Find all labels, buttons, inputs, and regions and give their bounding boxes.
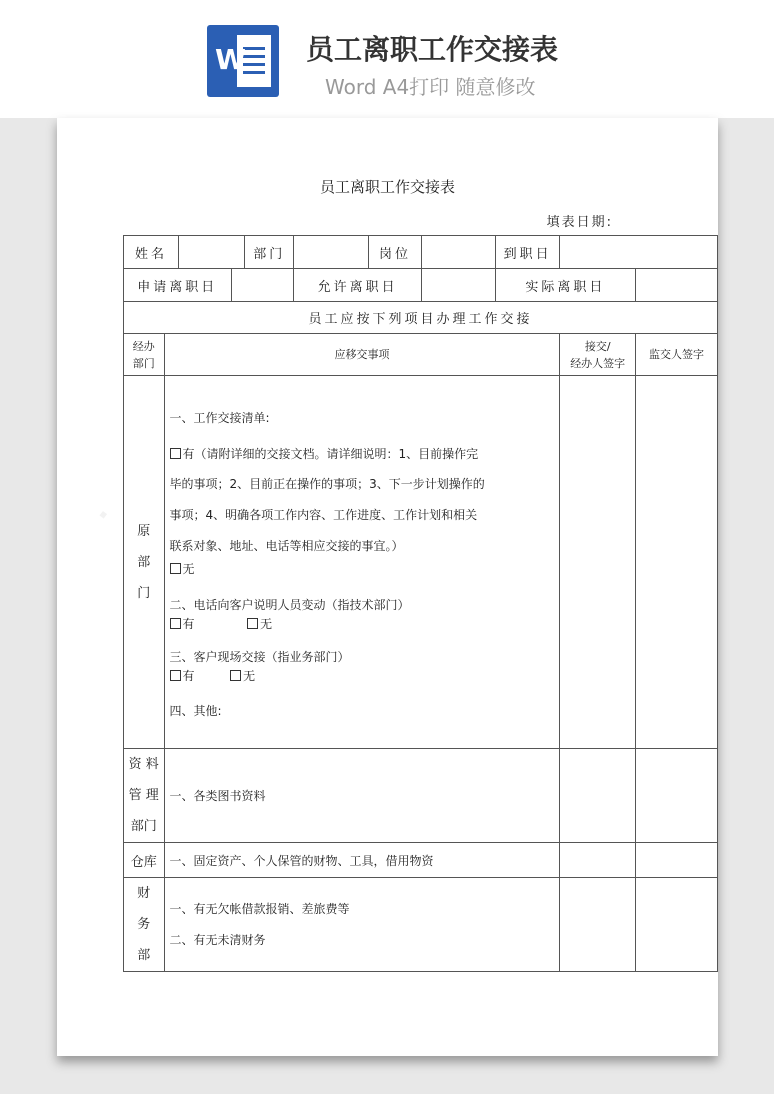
finance-supervisor-sign[interactable] [635,878,717,972]
warehouse-dept-cell: 仓库 [124,843,165,878]
orig-dept-cell [124,376,165,749]
data-mgmt-dept-line: 资 料 [128,757,159,772]
finance-dept-char: 务 [137,917,151,932]
orig-receiver-sign[interactable] [560,376,635,749]
warehouse-supervisor-sign[interactable] [635,843,717,878]
data-mgmt-dept-cell [124,749,165,843]
col-dept-header [124,334,165,376]
name-label: 姓名 [124,236,179,269]
warehouse-receiver-sign[interactable] [560,843,635,878]
col-dept-line1: 经办 [132,339,155,353]
orig-line: 三、客户现场交接（指业务部门） [169,650,350,664]
col-receiver-line1: 接交/ [584,339,611,353]
orig-line: 有（请附详细的交接文档。请详细说明：1、目前操作完 [182,447,479,461]
col-dept-line2: 部门 [132,356,155,370]
orig-dept-items [164,376,560,749]
checkbox-icon[interactable] [170,563,181,574]
orig-dept-char: 部 [137,554,151,570]
finance-items [164,878,560,972]
banner-title: 员工离职工作交接表 [306,33,559,66]
orig-line: 毕的事项；2、目前正在操作的事项；3、下一步计划操作的 [169,477,485,491]
join-date-field[interactable] [560,236,718,269]
finance-line: 一、有无欠帐借款报销、差旅费等 [169,901,350,916]
warehouse-item: 一、固定资产、个人保管的财物、工具，借用物资 [164,843,560,878]
col-receiver-line2: 经办人签字 [570,356,626,370]
orig-line: 二、电话向客户说明人员变动（指技术部门） [169,598,410,612]
col-items-header: 应移交事项 [164,334,560,376]
checkbox-icon[interactable] [230,670,241,681]
word-icon-letter: W [215,43,246,76]
checkbox-label: 有 [182,669,195,683]
orig-line: 无 [182,562,195,576]
orig-line: 事项；4、明确各项工作内容、工作进度、工作计划和相关 [169,508,478,522]
checkbox-icon[interactable] [170,448,181,459]
position-field[interactable] [422,236,496,269]
finance-line: 二、有无未清财务 [169,932,266,947]
finance-dept-cell [124,878,165,972]
word-icon [207,25,279,97]
checkbox-icon[interactable] [170,618,181,629]
section-header: 员工应按下列项目办理工作交接 [124,302,718,334]
checkbox-label: 无 [243,669,256,683]
allow-date-field[interactable] [422,269,496,302]
orig-checkbox-no[interactable] [170,562,555,576]
banner-subtitle: Word A4打印 随意修改 [325,75,536,99]
finance-dept-char: 财 [137,886,151,901]
col-supervisor-header: 监交人签字 [635,334,717,376]
document-page: · 员工离职工作交接表 填表日期: 姓名 部门 岗位 到职日 申请离职日 允许离职日 实际离职日 员工应按下列项目办理工作交接 经办 部门 应移交事项 接交/ 经办人签字 监交人签字 原 部 门 一、工作交接清单: 有（请附详细的交接文档。请详细说明：1、目前操作完 毕的事项；2、目前正在操作的事项；3、下一步计划操作的 事项；4、明确各项工作内容、工作进度、工作计划和相关 联系对象、地址、电话等相应交接的事宜。） 无 二、电话向客户说明人员变动（指技术部门） 有 无 三、客户现场交接（指业务部门） 有 无 四、其他: 资 料 管 理 部门 一、各类图书资料 仓库 一、固定资产、个人保管的财物、工具，借用物资 财 务 部 一、有无欠帐借款报销、差旅费等 二、有无未清财务 [57,118,718,1056]
checkbox-label: 有 [182,617,195,631]
orig-line: 四、其他: [169,704,222,718]
data-mgmt-dept-line: 部门 [130,819,157,834]
orig-line: 一、工作交接清单: [169,411,270,425]
col-receiver-header [560,334,635,376]
data-mgmt-dept-line: 管 理 [128,788,159,803]
fill-date-label: 填表日期: [546,215,613,230]
checkbox-icon[interactable] [170,670,181,681]
dept-field[interactable] [294,236,369,269]
orig-dept-char: 门 [137,585,151,601]
orig-dept-char: 原 [137,523,151,539]
apply-date-label: 申请离职日 [124,269,232,302]
checkbox-label: 无 [260,617,273,631]
actual-date-label: 实际离职日 [495,269,635,302]
data-mgmt-receiver-sign[interactable] [560,749,635,843]
data-mgmt-item: 一、各类图书资料 [164,749,560,843]
position-label: 岗位 [369,236,422,269]
name-field[interactable] [179,236,245,269]
join-date-label: 到职日 [495,236,560,269]
finance-receiver-sign[interactable] [560,878,635,972]
allow-date-label: 允许离职日 [294,269,422,302]
finance-dept-char: 部 [137,948,151,963]
handover-form [123,235,718,972]
orig-line: 联系对象、地址、电话等相应交接的事宜。） [169,539,404,553]
apply-date-field[interactable] [231,269,294,302]
dept-label: 部门 [245,236,294,269]
banner [0,0,774,118]
orig-checkbox-yes[interactable] [170,439,555,469]
checkbox-icon[interactable] [247,618,258,629]
orig-supervisor-sign[interactable] [635,376,717,749]
orig-checkbox-row [170,667,555,684]
orig-checkbox-row [170,615,555,632]
actual-date-field[interactable] [635,269,717,302]
data-mgmt-supervisor-sign[interactable] [635,749,717,843]
document-title: 员工离职工作交接表 [319,178,455,196]
